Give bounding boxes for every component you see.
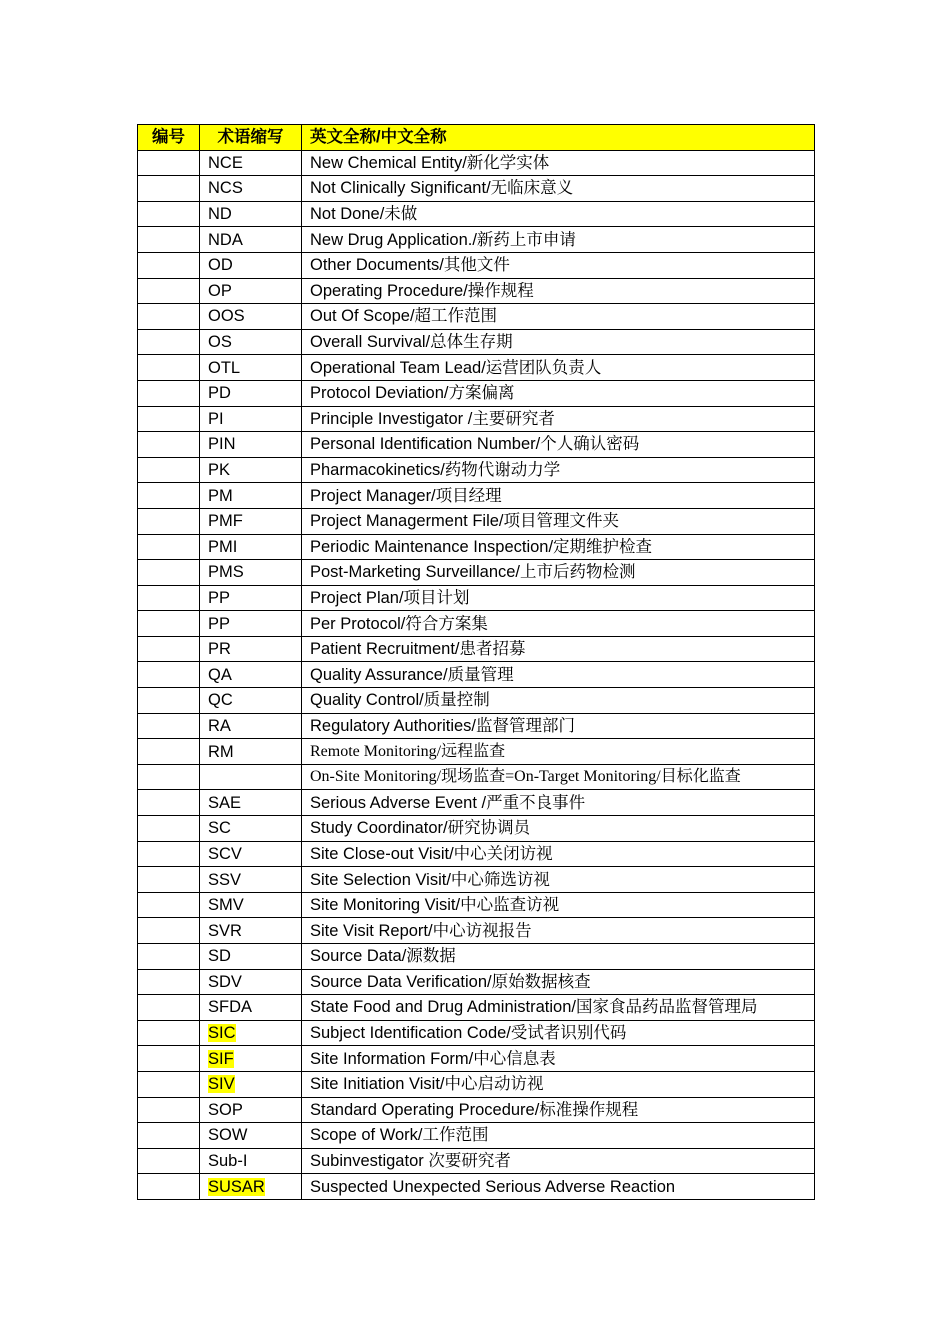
abbreviation-text: SIV — [208, 1075, 235, 1094]
abbreviation-text: SUSAR — [208, 1177, 265, 1196]
table-row — [138, 508, 815, 534]
row-number-cell — [138, 841, 200, 867]
row-number-cell — [138, 406, 200, 432]
abbreviation-cell — [200, 483, 302, 509]
full-name-cell: Project Manager/项目经理 — [302, 483, 815, 509]
abbreviation-text: SC — [208, 819, 231, 838]
abbreviation-cell — [200, 252, 302, 278]
full-name-cell: Site Initiation Visit/中心启动访视 — [302, 1071, 815, 1097]
table-row — [138, 688, 815, 714]
row-number-cell — [138, 611, 200, 637]
row-number-cell — [138, 944, 200, 970]
row-number-cell — [138, 1020, 200, 1046]
abbreviation-text: PD — [208, 384, 231, 403]
row-number-cell — [138, 227, 200, 253]
full-name-cell: Site Information Form/中心信息表 — [302, 1046, 815, 1072]
row-number-cell — [138, 355, 200, 381]
table-row — [138, 560, 815, 586]
abbreviation-cell — [200, 201, 302, 227]
abbreviation-cell — [200, 304, 302, 330]
row-number-cell — [138, 969, 200, 995]
abbreviation-cell — [200, 841, 302, 867]
abbreviation-text: NCS — [208, 179, 243, 198]
abbreviation-text: SAE — [208, 793, 242, 812]
row-number-cell — [138, 816, 200, 842]
full-name-cell: Personal Identification Number/个人确认密码 — [302, 432, 815, 458]
full-name-cell: Out Of Scope/超工作范围 — [302, 304, 815, 330]
full-name-cell: Post-Marketing Surveillance/上市后药物检测 — [302, 560, 815, 586]
full-name-cell: Overall Survival/总体生存期 — [302, 329, 815, 355]
abbreviation-cell — [200, 944, 302, 970]
table-row — [138, 278, 815, 304]
table-row — [138, 969, 815, 995]
row-number-cell — [138, 713, 200, 739]
table-row — [138, 1174, 815, 1200]
abbreviation-cell — [200, 611, 302, 637]
full-name-cell: Source Data/源数据 — [302, 944, 815, 970]
abbreviation-cell — [200, 380, 302, 406]
abbreviation-cell — [200, 457, 302, 483]
table-row — [138, 611, 815, 637]
full-name-cell: Periodic Maintenance Inspection/定期维护检查 — [302, 534, 815, 560]
abbreviation-text: SOW — [208, 1126, 248, 1145]
full-name-cell: On-Site Monitoring/现场监查=On-Target Monitoring/目标化监查 — [302, 764, 815, 790]
row-number-cell — [138, 508, 200, 534]
table-row — [138, 432, 815, 458]
full-name-cell: New Drug Application./新药上市申请 — [302, 227, 815, 253]
abbreviation-cell — [200, 739, 302, 765]
full-name-cell: Source Data Verification/原始数据核查 — [302, 969, 815, 995]
row-number-cell — [138, 534, 200, 560]
abbreviation-text: PP — [208, 614, 231, 633]
abbreviation-cell — [200, 867, 302, 893]
row-number-cell — [138, 739, 200, 765]
full-name-cell: Study Coordinator/研究协调员 — [302, 816, 815, 842]
full-name-cell: Suspected Unexpected Serious Adverse Reaction — [302, 1174, 815, 1200]
abbreviation-text: PMI — [208, 537, 238, 556]
abbreviation-cell — [200, 329, 302, 355]
abbreviation-cell — [200, 662, 302, 688]
table-row — [138, 457, 815, 483]
table-row — [138, 150, 815, 176]
abbreviation-cell — [200, 432, 302, 458]
abbreviation-text: QA — [208, 665, 232, 684]
full-name-cell: Subject Identification Code/受试者识别代码 — [302, 1020, 815, 1046]
table-row — [138, 1046, 815, 1072]
row-number-cell — [138, 432, 200, 458]
row-number-cell — [138, 483, 200, 509]
full-name-cell: Not Clinically Significant/无临床意义 — [302, 176, 815, 202]
row-number-cell — [138, 790, 200, 816]
full-name-cell: Quality Assurance/质量管理 — [302, 662, 815, 688]
abbreviation-cell — [200, 892, 302, 918]
full-name-cell: Operational Team Lead/运营团队负责人 — [302, 355, 815, 381]
table-row — [138, 380, 815, 406]
abbreviation-text: PMS — [208, 563, 244, 582]
full-name-cell: Operating Procedure/操作规程 — [302, 278, 815, 304]
table-row — [138, 662, 815, 688]
abbreviation-text: OOS — [208, 307, 245, 326]
full-name-cell: Patient Recruitment/患者招募 — [302, 636, 815, 662]
abbreviation-cell — [200, 534, 302, 560]
abbreviation-text: SMV — [208, 896, 244, 915]
header-abbreviation: 术语缩写 — [200, 125, 302, 151]
table-row — [138, 1148, 815, 1174]
full-name-cell: Site Close-out Visit/中心关闭访视 — [302, 841, 815, 867]
table-row — [138, 406, 815, 432]
header-full-name: 英文全称/中文全称 — [302, 125, 815, 151]
abbreviation-cell — [200, 1046, 302, 1072]
full-name-cell: Protocol Deviation/方案偏离 — [302, 380, 815, 406]
row-number-cell — [138, 867, 200, 893]
table-row — [138, 816, 815, 842]
abbreviation-cell — [200, 995, 302, 1021]
abbreviation-text: PR — [208, 640, 231, 659]
abbreviation-text: SVR — [208, 921, 242, 940]
abbreviation-text: SIF — [208, 1049, 234, 1068]
abbreviation-text: ND — [208, 205, 232, 224]
abbreviation-cell — [200, 636, 302, 662]
table-row — [138, 1097, 815, 1123]
abbreviation-cell — [200, 227, 302, 253]
header-number: 编号 — [138, 125, 200, 151]
abbreviation-text: RM — [208, 742, 234, 761]
abbreviation-cell — [200, 764, 302, 790]
abbreviation-cell — [200, 560, 302, 586]
row-number-cell — [138, 688, 200, 714]
table-row — [138, 841, 815, 867]
abbreviation-cell — [200, 918, 302, 944]
table-row — [138, 304, 815, 330]
abbreviation-cell — [200, 150, 302, 176]
table-row — [138, 739, 815, 765]
row-number-cell — [138, 892, 200, 918]
row-number-cell — [138, 1123, 200, 1149]
abbreviation-text: SDV — [208, 972, 242, 991]
table-row — [138, 918, 815, 944]
row-number-cell — [138, 1148, 200, 1174]
row-number-cell — [138, 278, 200, 304]
full-name-cell: Pharmacokinetics/药物代谢动力学 — [302, 457, 815, 483]
row-number-cell — [138, 585, 200, 611]
abbreviation-cell — [200, 406, 302, 432]
abbreviation-text: OS — [208, 333, 232, 352]
abbreviation-text: OP — [208, 281, 232, 300]
table-row — [138, 252, 815, 278]
table-row — [138, 1020, 815, 1046]
abbreviation-text: NCE — [208, 153, 243, 172]
full-name-cell: Subinvestigator 次要研究者 — [302, 1148, 815, 1174]
table-row — [138, 764, 815, 790]
abbreviation-text: PIN — [208, 435, 236, 454]
table-row — [138, 1071, 815, 1097]
abbreviation-cell — [200, 1020, 302, 1046]
abbreviation-cell — [200, 790, 302, 816]
full-name-cell: Regulatory Authorities/监督管理部门 — [302, 713, 815, 739]
table-row — [138, 713, 815, 739]
table-row — [138, 534, 815, 560]
abbreviation-cell — [200, 176, 302, 202]
row-number-cell — [138, 150, 200, 176]
full-name-cell: Project Managerment File/项目管理文件夹 — [302, 508, 815, 534]
abbreviation-text: RA — [208, 716, 231, 735]
table-row — [138, 176, 815, 202]
full-name-cell: Remote Monitoring/远程监查 — [302, 739, 815, 765]
row-number-cell — [138, 560, 200, 586]
full-name-cell: New Chemical Entity/新化学实体 — [302, 150, 815, 176]
abbreviation-text: QC — [208, 691, 233, 710]
abbreviation-cell — [200, 355, 302, 381]
table-row — [138, 1123, 815, 1149]
full-name-cell: Scope of Work/工作范围 — [302, 1123, 815, 1149]
row-number-cell — [138, 1097, 200, 1123]
row-number-cell — [138, 304, 200, 330]
abbreviation-text: SD — [208, 947, 231, 966]
abbreviation-text: OTL — [208, 358, 241, 377]
full-name-cell: Serious Adverse Event /严重不良事件 — [302, 790, 815, 816]
abbreviation-cell — [200, 1097, 302, 1123]
table-row — [138, 329, 815, 355]
full-name-cell: Standard Operating Procedure/标准操作规程 — [302, 1097, 815, 1123]
abbreviation-cell — [200, 508, 302, 534]
abbreviation-cell — [200, 713, 302, 739]
abbreviation-text: SOP — [208, 1100, 243, 1119]
table-row — [138, 355, 815, 381]
row-number-cell — [138, 636, 200, 662]
table-row — [138, 483, 815, 509]
row-number-cell — [138, 662, 200, 688]
abbreviation-text: PK — [208, 461, 231, 480]
table-row — [138, 636, 815, 662]
abbreviation-text: PI — [208, 409, 224, 428]
table-row — [138, 201, 815, 227]
abbreviation-text: SFDA — [208, 998, 253, 1017]
abbreviation-text: PP — [208, 588, 231, 607]
glossary-document — [137, 124, 814, 1200]
row-number-cell — [138, 457, 200, 483]
full-name-cell: Site Monitoring Visit/中心监查访视 — [302, 892, 815, 918]
row-number-cell — [138, 329, 200, 355]
table-row — [138, 995, 815, 1021]
table-header-row — [138, 125, 815, 151]
glossary-table — [137, 124, 815, 1200]
full-name-cell: Principle Investigator /主要研究者 — [302, 406, 815, 432]
full-name-cell: Site Visit Report/中心访视报告 — [302, 918, 815, 944]
abbreviation-cell — [200, 278, 302, 304]
full-name-cell: Quality Control/质量控制 — [302, 688, 815, 714]
row-number-cell — [138, 1174, 200, 1200]
row-number-cell — [138, 1046, 200, 1072]
full-name-cell: Other Documents/其他文件 — [302, 252, 815, 278]
table-row — [138, 585, 815, 611]
row-number-cell — [138, 1071, 200, 1097]
abbreviation-cell — [200, 1071, 302, 1097]
row-number-cell — [138, 176, 200, 202]
abbreviation-cell — [200, 969, 302, 995]
table-row — [138, 944, 815, 970]
abbreviation-cell — [200, 585, 302, 611]
abbreviation-cell — [200, 688, 302, 714]
full-name-cell: Per Protocol/符合方案集 — [302, 611, 815, 637]
table-row — [138, 227, 815, 253]
abbreviation-text: SSV — [208, 870, 242, 889]
abbreviation-text: PMF — [208, 512, 243, 531]
abbreviation-cell — [200, 816, 302, 842]
abbreviation-text: PM — [208, 486, 233, 505]
table-row — [138, 790, 815, 816]
full-name-cell: Project Plan/项目计划 — [302, 585, 815, 611]
full-name-cell: Not Done/未做 — [302, 201, 815, 227]
abbreviation-cell — [200, 1123, 302, 1149]
abbreviation-cell — [200, 1174, 302, 1200]
row-number-cell — [138, 201, 200, 227]
table-row — [138, 867, 815, 893]
abbreviation-text: SCV — [208, 844, 242, 863]
full-name-cell: Site Selection Visit/中心筛选访视 — [302, 867, 815, 893]
full-name-cell: State Food and Drug Administration/国家食品药品监督管理局 — [302, 995, 815, 1021]
row-number-cell — [138, 918, 200, 944]
row-number-cell — [138, 764, 200, 790]
abbreviation-text: OD — [208, 256, 233, 275]
abbreviation-text: NDA — [208, 230, 243, 249]
row-number-cell — [138, 252, 200, 278]
table-row — [138, 892, 815, 918]
abbreviation-text: Sub-I — [208, 1152, 248, 1171]
abbreviation-cell — [200, 1148, 302, 1174]
row-number-cell — [138, 380, 200, 406]
abbreviation-text: SIC — [208, 1024, 236, 1043]
row-number-cell — [138, 995, 200, 1021]
